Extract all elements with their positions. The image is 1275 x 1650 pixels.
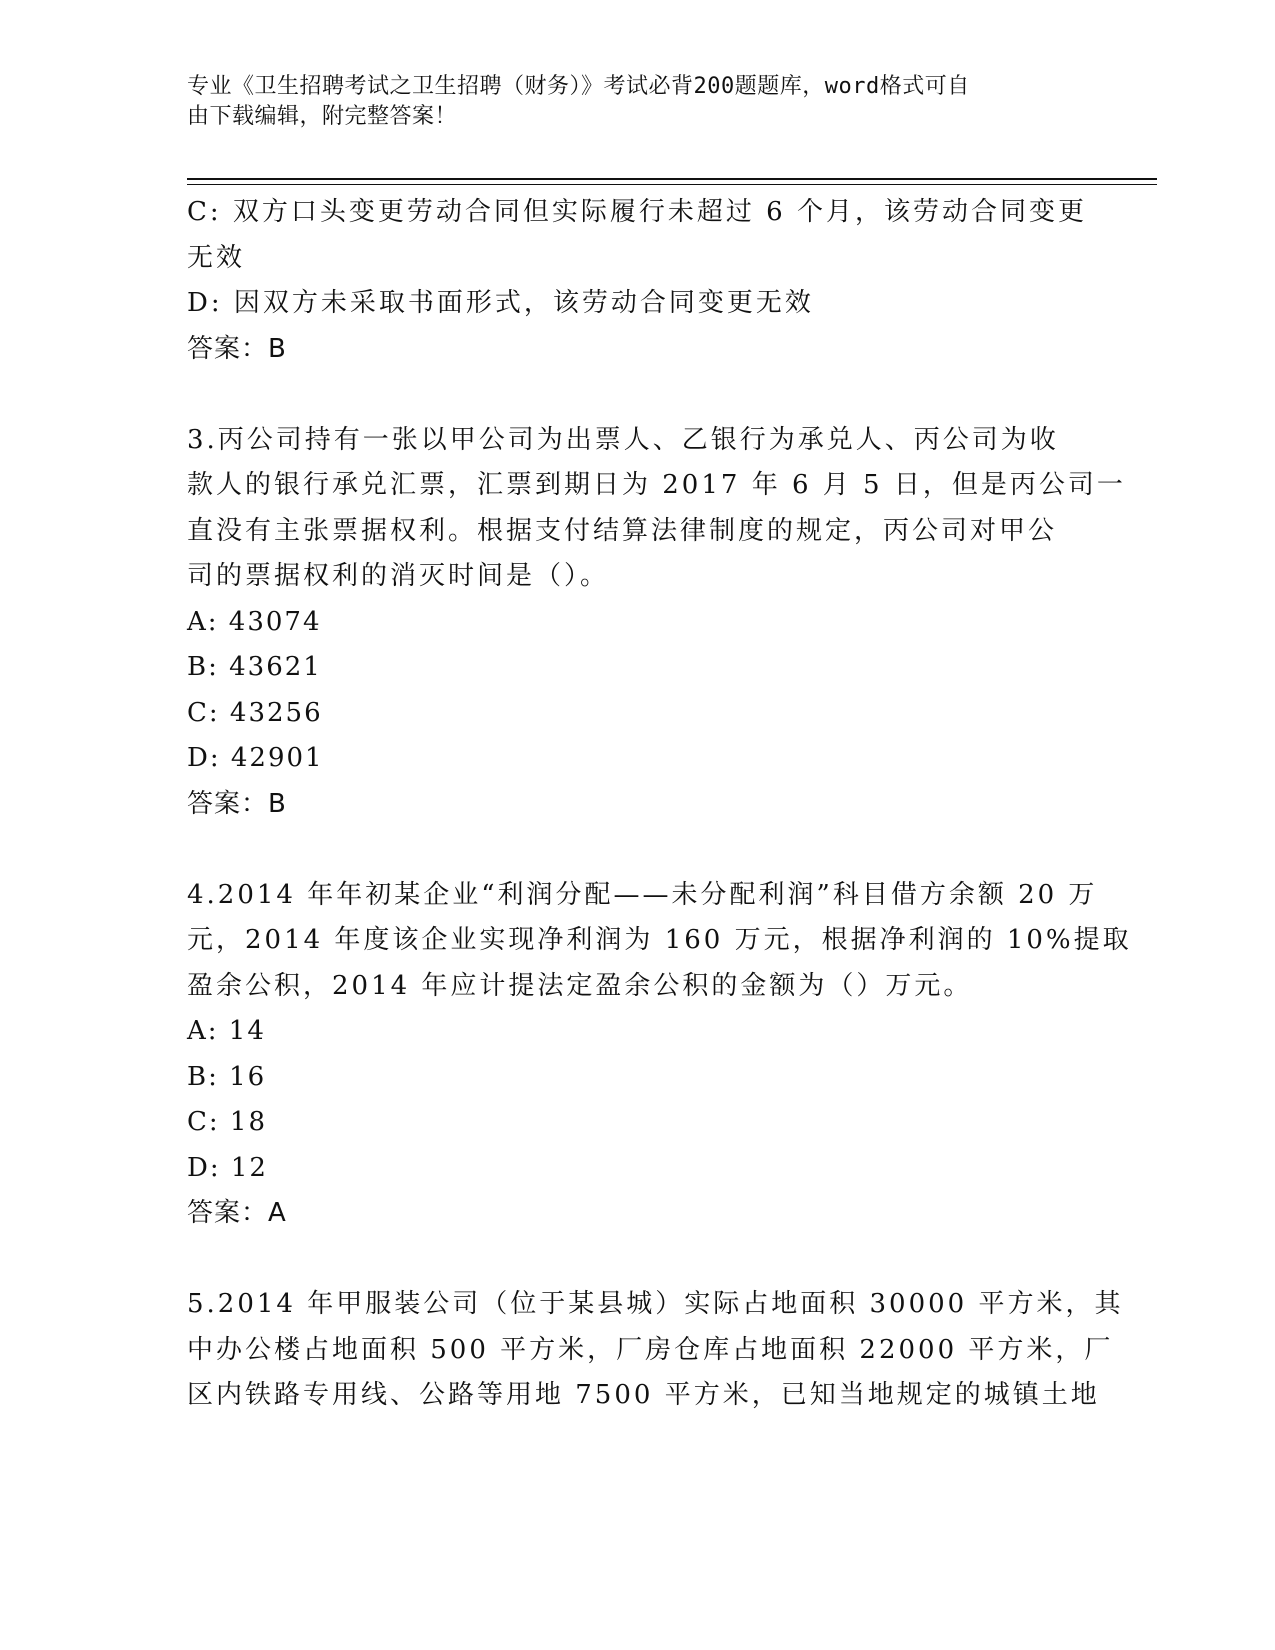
question-stem-line: 区内铁路专用线、公路等用地 7500 平方米，已知当地规定的城镇土地 <box>187 1380 1100 1410</box>
question-stem-line: 3.丙公司持有一张以甲公司为出票人、乙银行为承兑人、丙公司为收 <box>187 424 1059 455</box>
question-5 <box>187 1282 1124 1419</box>
answer-line: 答案：B <box>187 788 287 819</box>
question-stem-line: 中办公楼占地面积 500 平方米，厂房仓库占地面积 22000 平方米，厂 <box>187 1334 1114 1365</box>
header-divider-thin <box>187 184 1157 185</box>
option-d: D: 因双方未采取书面形式，该劳动合同变更无效 <box>187 288 814 318</box>
option-d: D: 42901 <box>187 743 324 773</box>
option-a: A: 14 <box>187 1016 266 1046</box>
spacer <box>187 827 1087 873</box>
option-d: D: 12 <box>187 1152 268 1183</box>
document-body <box>187 190 1132 1419</box>
document-header <box>187 72 1067 132</box>
question-stem-line: 盈余公积，2014 年应计提法定盈余公积的金额为（）万元。 <box>187 970 973 1001</box>
option-b: B: 43621 <box>187 652 322 682</box>
question-stem-line: 4.2014 年年初某企业“利润分配——未分配利润”科目借方余额 20 万 <box>187 879 1098 910</box>
option-c: C: 18 <box>187 1107 268 1137</box>
option-c: C: 43256 <box>187 697 323 728</box>
question-stem-line: 直没有主张票据权利。根据支付结算法律制度的规定，丙公司对甲公 <box>187 515 1058 546</box>
answer-line: 答案：A <box>187 1198 287 1228</box>
question-2-continued <box>187 190 1087 372</box>
option-c-line-1: C: 双方口头变更劳动合同但实际履行未超过 6 个月，该劳动合同变更 <box>187 197 1087 227</box>
question-4 <box>187 873 1132 1237</box>
option-a: A: 43074 <box>187 606 322 637</box>
option-c-line-2: 无效 <box>187 242 246 273</box>
spacer <box>187 1237 1087 1283</box>
header-divider-thick <box>187 178 1157 180</box>
question-stem-line: 司的票据权利的消灭时间是（）。 <box>187 561 610 591</box>
header-line-1: 专业《卫生招聘考试之卫生招聘（财务）》考试必背200题题库，word格式可自 <box>187 74 970 99</box>
header-line-2: 由下载编辑，附完整答案！ <box>187 104 458 129</box>
spacer <box>187 372 1087 418</box>
question-stem-line: 元，2014 年度该企业实现净利润为 160 万元，根据净利润的 10%提取 <box>187 925 1132 955</box>
question-stem-line: 款人的银行承兑汇票，汇票到期日为 2017 年 6 月 5 日，但是丙公司一 <box>187 470 1126 500</box>
answer-line: 答案：B <box>187 333 287 364</box>
question-stem-line: 5.2014 年甲服装公司（位于某县城）实际占地面积 30000 平方米，其 <box>187 1289 1124 1319</box>
option-b: B: 16 <box>187 1061 267 1092</box>
question-3 <box>187 418 1126 828</box>
